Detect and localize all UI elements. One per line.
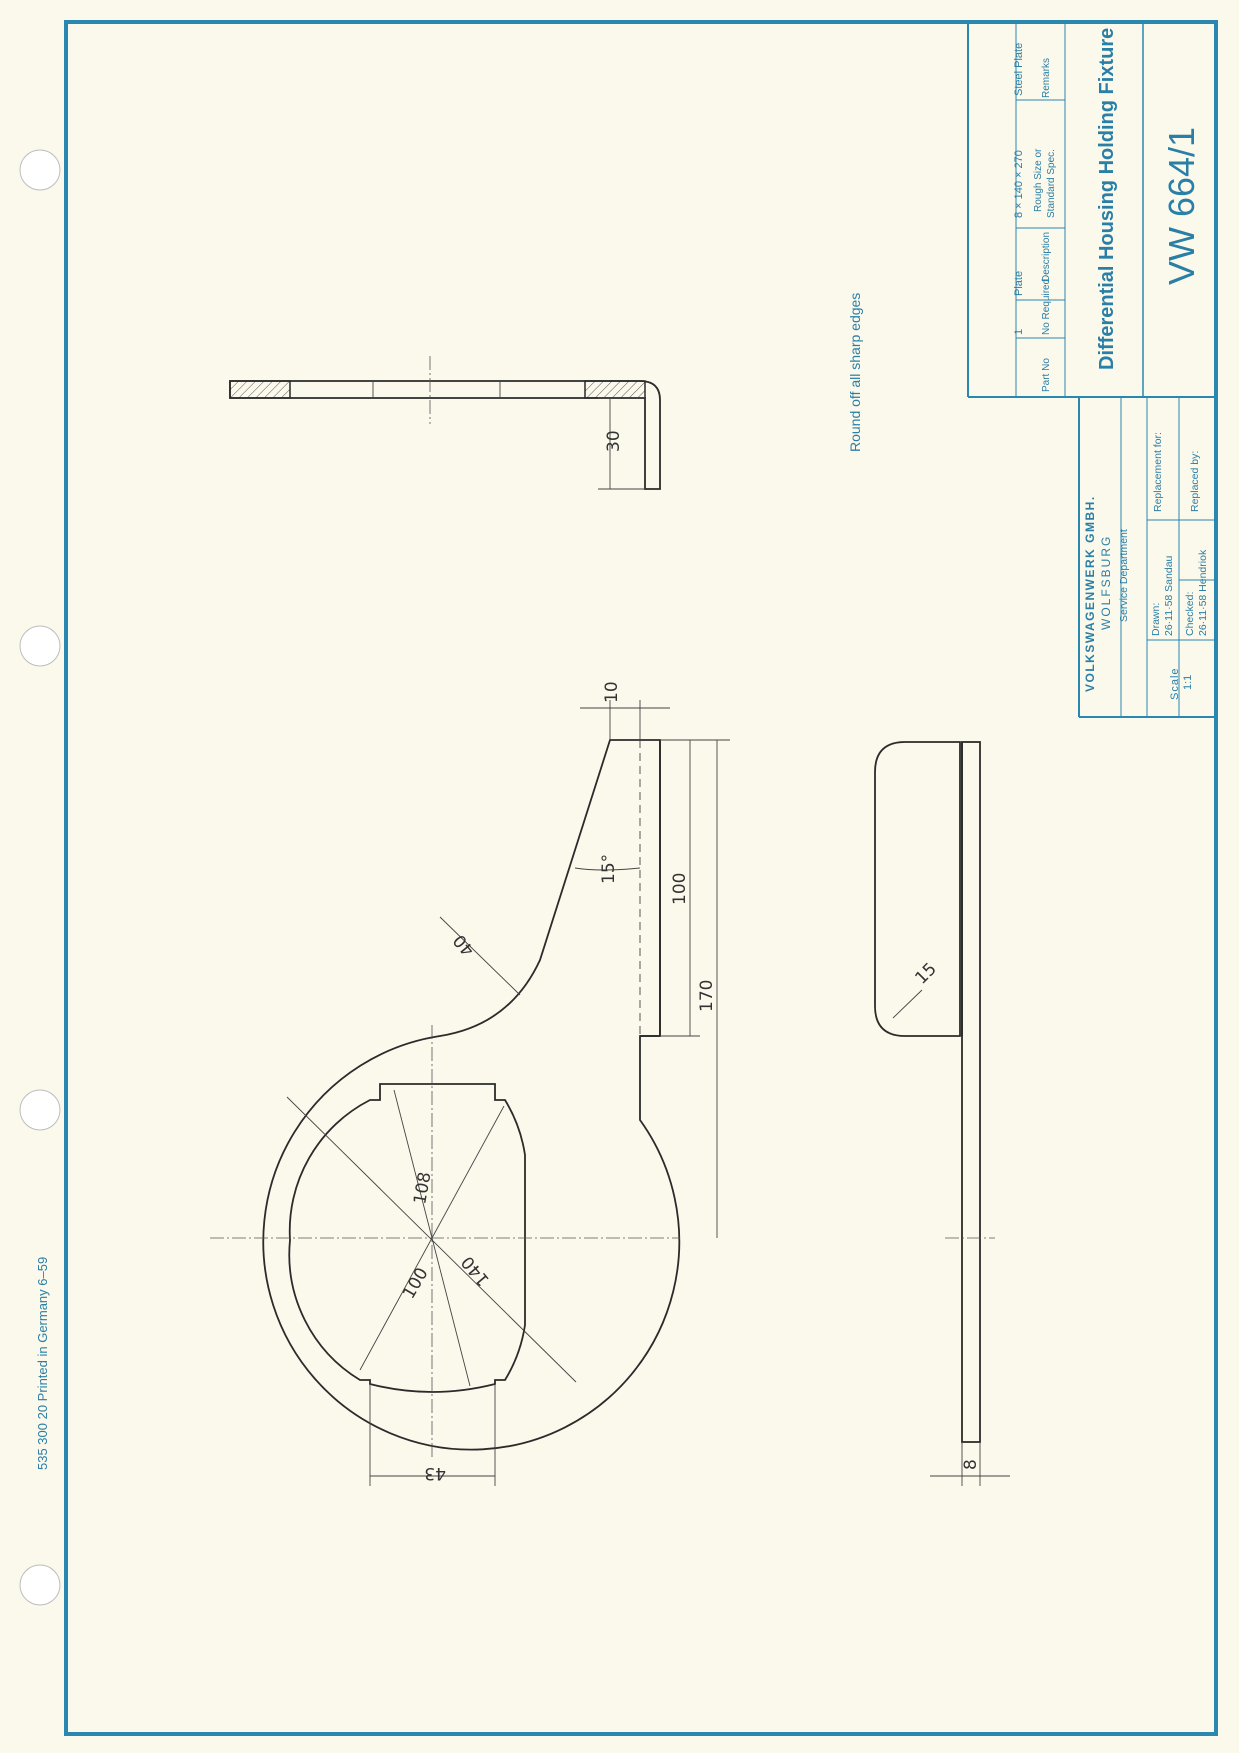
printed-note: 535 300 20 Printed in Germany 6–59 (35, 1256, 50, 1470)
dim-15-degree: 15° (599, 853, 619, 884)
binder-hole-3 (20, 1090, 60, 1130)
part-no-value: 1 (1013, 328, 1025, 335)
description-header: Description (1041, 231, 1052, 282)
drawing-number: VW 664/1 (1161, 126, 1202, 285)
drawn-label: Drawn: (1150, 602, 1162, 636)
company-city: WOLFSBURG (1099, 534, 1113, 630)
company-department: Service Department (1118, 529, 1130, 622)
rough-size-header-1: Rough Size or (1033, 148, 1044, 212)
replaced-by-label: Replaced by: (1189, 450, 1201, 512)
rough-size-value: Steel Plate (1013, 42, 1025, 96)
checked-label: Checked: (1184, 591, 1196, 636)
dim-108: 108 (410, 1170, 436, 1206)
no-required-value: Plate (1013, 270, 1025, 296)
dim-10: 10 (602, 681, 622, 703)
round-off-note: Round off all sharp edges (847, 292, 863, 452)
dim-15-radius: 15 (911, 959, 941, 989)
checked-value: 26·11·58 Hendriok (1197, 549, 1209, 636)
dim-140: 140 (457, 1251, 494, 1290)
binder-hole-4 (20, 1565, 60, 1605)
replacement-for-label: Replacement for: (1152, 432, 1164, 512)
drawing-title: Differential Housing Holding Fixture (1096, 27, 1118, 370)
dim-170: 170 (697, 979, 717, 1012)
binder-hole-1 (20, 150, 60, 190)
scale-label: Scale (1169, 667, 1181, 700)
dim-40: 40 (449, 930, 479, 960)
dim-100-side: 100 (670, 872, 690, 905)
scale-value: 1:1 (1182, 674, 1194, 690)
drawn-value: 26·11·58 Sandau (1163, 555, 1175, 636)
part-no-header: Part No (1041, 358, 1052, 392)
company-name: VOLKSWAGENWERK GMBH. (1083, 495, 1097, 692)
binder-hole-2 (20, 626, 60, 666)
dim-30: 30 (604, 430, 624, 452)
rough-size-header-2: Standard Spec. (1046, 149, 1057, 218)
remarks-header: Remarks (1041, 57, 1052, 98)
description-value: 8 × 140 × 270 (1013, 150, 1025, 218)
dim-100-diameter: 100 (399, 1264, 433, 1303)
dim-43: 43 (424, 1463, 446, 1483)
dim-8: 8 (961, 1459, 981, 1470)
no-required-header: No Required (1041, 278, 1052, 335)
